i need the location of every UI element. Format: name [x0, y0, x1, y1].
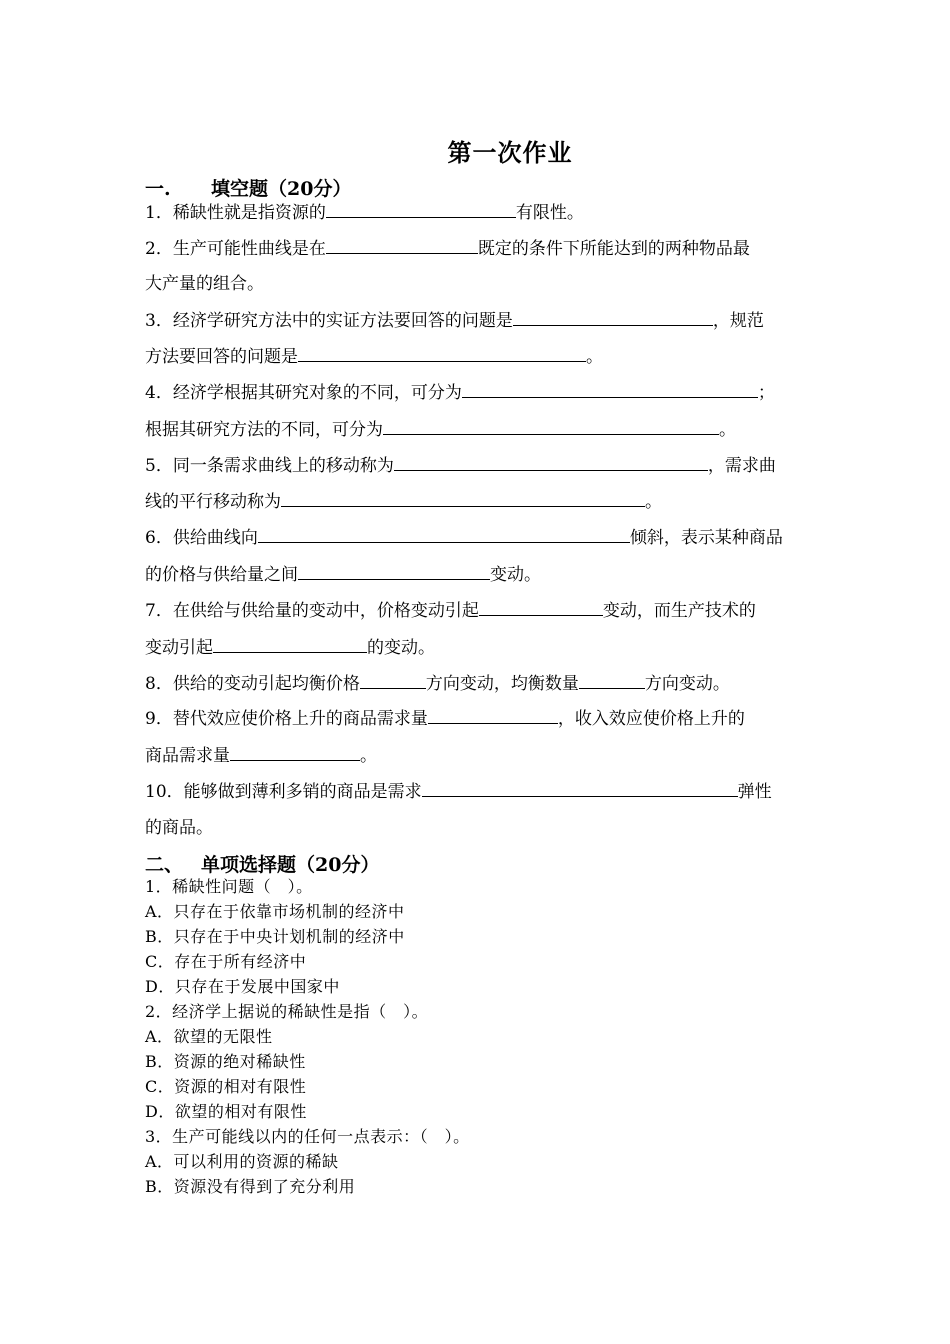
- choice-option[interactable]: D．只存在于发展中国家中: [145, 977, 340, 996]
- answer-blank[interactable]: [298, 563, 490, 580]
- answer-blank[interactable]: [326, 201, 516, 218]
- section-title: 单项选择题（20分）: [201, 854, 380, 876]
- question-line: 8．供给的变动引起均衡价格 方向变动，均衡数量 方向变动。: [145, 674, 730, 694]
- choice-option[interactable]: A．只存在于依靠市场机制的经济中: [145, 902, 405, 921]
- answer-blank[interactable]: [513, 309, 713, 326]
- question-line: 10．能够做到薄利多销的商品是需求 弹性: [145, 782, 772, 802]
- page-title: 第一次作业: [447, 138, 573, 167]
- question-line-continued: 方法要回答的问题是 。: [145, 347, 603, 367]
- section-heading-fill-in: [145, 174, 351, 201]
- choice-option[interactable]: C．存在于所有经济中: [145, 952, 307, 971]
- section-heading-single-choice: [145, 850, 379, 877]
- answer-blank[interactable]: [258, 526, 630, 543]
- answer-blank[interactable]: [394, 454, 708, 471]
- answer-blank[interactable]: [298, 345, 586, 362]
- question-line-continued: 商品需求量 。: [145, 746, 377, 766]
- choice-question: 1．稀缺性问题（ ）。: [145, 877, 313, 896]
- choice-option[interactable]: B．资源的绝对稀缺性: [145, 1052, 306, 1071]
- section-number: 二、: [145, 854, 184, 876]
- answer-blank[interactable]: [360, 672, 426, 689]
- question-line-continued: 变动引起 的变动。: [145, 638, 435, 658]
- answer-blank[interactable]: [479, 599, 603, 616]
- question-line: 4．经济学根据其研究对象的不同，可分为 ；: [145, 383, 775, 403]
- choice-option[interactable]: D．欲望的相对有限性: [145, 1102, 307, 1121]
- question-line: 6．供给曲线向 倾斜，表示某种商品: [145, 528, 783, 548]
- answer-blank[interactable]: [579, 672, 645, 689]
- choice-question: 3．生产可能线以内的任何一点表示：（ ）。: [145, 1127, 470, 1146]
- choice-option[interactable]: B．资源没有得到了充分利用: [145, 1177, 356, 1196]
- question-line: 5．同一条需求曲线上的移动称为 ，需求曲: [145, 456, 776, 476]
- answer-blank[interactable]: [428, 707, 558, 724]
- answer-blank[interactable]: [462, 381, 758, 398]
- section-title: 填空题（20分）: [211, 178, 352, 200]
- question-line: 3．经济学研究方法中的实证方法要回答的问题是 ，规范: [145, 311, 764, 331]
- answer-blank[interactable]: [326, 237, 478, 254]
- section-number: 一.: [145, 178, 171, 200]
- answer-blank[interactable]: [230, 744, 360, 761]
- question-line-continued: 线的平行移动称为 。: [145, 492, 662, 512]
- question-line: 7．在供给与供给量的变动中，价格变动引起 变动，而生产技术的: [145, 601, 756, 621]
- choice-option[interactable]: A．可以利用的资源的稀缺: [145, 1152, 339, 1171]
- question-line: 1．稀缺性就是指资源的 有限性。: [145, 203, 584, 223]
- question-line: 2．生产可能性曲线是在 既定的条件下所能达到的两种物品最: [145, 239, 750, 259]
- question-line: 9．替代效应使价格上升的商品需求量 ，收入效应使价格上升的: [145, 709, 745, 729]
- choice-question: 2．经济学上据说的稀缺性是指（ ）。: [145, 1002, 429, 1021]
- question-line-continued: 的商品。: [145, 818, 213, 838]
- answer-blank[interactable]: [422, 780, 738, 797]
- answer-blank[interactable]: [383, 418, 719, 435]
- answer-blank[interactable]: [281, 490, 645, 507]
- choice-option[interactable]: A．欲望的无限性: [145, 1027, 273, 1046]
- answer-blank[interactable]: [213, 636, 367, 653]
- question-line-continued: 的价格与供给量之间 变动。: [145, 565, 541, 585]
- choice-option[interactable]: B．只存在于中央计划机制的经济中: [145, 927, 405, 946]
- question-line-continued: 根据其研究方法的不同，可分为 。: [145, 420, 736, 440]
- choice-option[interactable]: C．资源的相对有限性: [145, 1077, 307, 1096]
- question-line-continued: 大产量的组合。: [145, 274, 264, 294]
